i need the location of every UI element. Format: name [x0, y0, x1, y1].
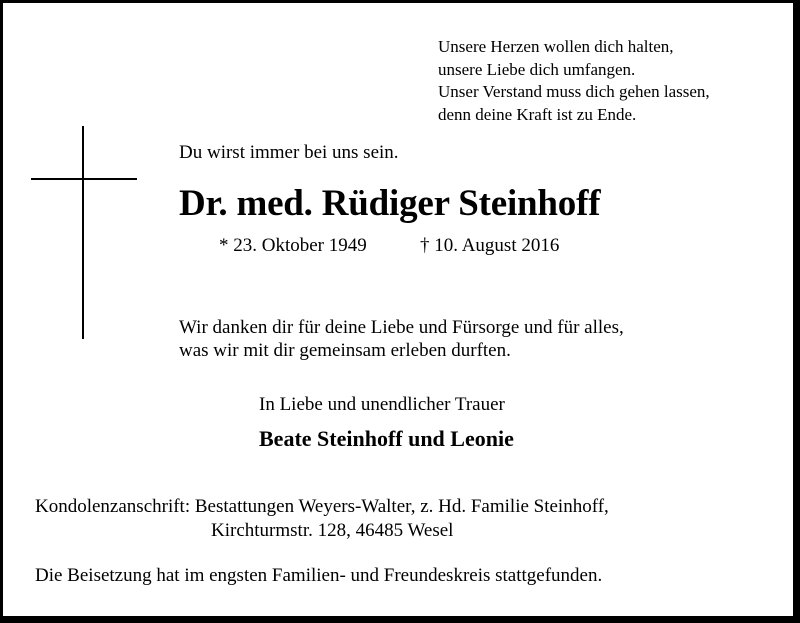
death-date: † 10. August 2016 [420, 235, 560, 256]
thanks-line: Wir danken dir für deine Liebe und Fürsorge und für alles, [179, 317, 624, 338]
poem-line: Unser Verstand muss dich gehen lassen, [438, 82, 710, 101]
thanks-line: was wir mit dir gemeinsam erleben durften. [179, 340, 511, 361]
poem-line: unsere Liebe dich umfangen. [438, 59, 636, 79]
condolence-line: Kondolenzanschrift: Bestattungen Weyers-Walter, z. Hd. Familie Steinhoff, [35, 496, 609, 517]
condolence-address [35, 495, 609, 543]
intro-text: Du wirst immer bei uns sein. [179, 142, 399, 163]
burial-note: Die Beisetzung hat im engsten Familien- und Freundeskreis stattgefunden. [35, 565, 603, 586]
birth-date: * 23. Oktober 1949 [219, 235, 367, 256]
thanks-text [179, 316, 624, 362]
poem-verse [438, 36, 710, 126]
cross-vertical-bar [82, 126, 84, 339]
condolence-line: Kirchturmstr. 128, 46485 Wesel [211, 520, 454, 541]
poem-line: Unsere Herzen wollen dich halten, [438, 37, 674, 56]
poem-line: denn deine Kraft ist zu Ende. [438, 104, 637, 124]
deceased-name: Dr. med. Rüdiger Steinhoff [179, 183, 601, 224]
family-signature: Beate Steinhoff und Leonie [259, 426, 514, 451]
cross-horizontal-bar [31, 178, 137, 180]
mourning-text: In Liebe und unendlicher Trauer [259, 394, 505, 415]
